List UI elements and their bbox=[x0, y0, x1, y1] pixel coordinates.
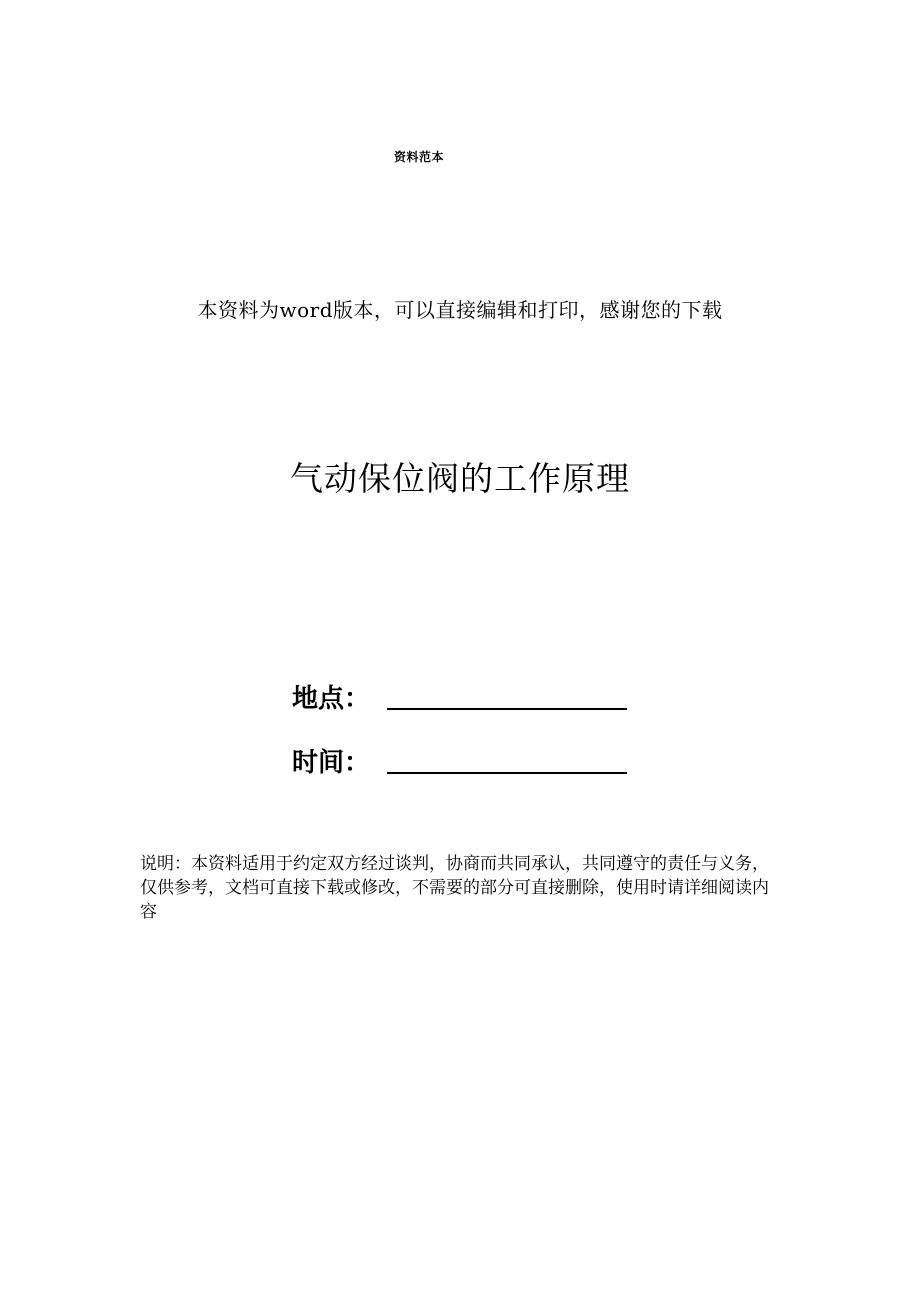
location-field bbox=[292, 674, 627, 714]
download-notice: 本资料为word版本，可以直接编辑和打印，感谢您的下载 bbox=[197, 298, 723, 322]
footnote-text: 说明：本资料适用于约定双方经过谈判，协商而共同承认，共同遵守的责任与义务，仅供参考，文档可直接下载或修改，不需要的部分可直接删除，使用时请详细阅读内容 bbox=[140, 854, 769, 922]
time-blank-line bbox=[387, 772, 627, 774]
location-label: 地点： bbox=[292, 684, 371, 714]
document-title: 气动保位阀的工作原理 bbox=[290, 459, 630, 498]
header-label: 资料范本 bbox=[393, 150, 444, 164]
time-label: 时间： bbox=[292, 748, 371, 778]
location-blank-line bbox=[387, 708, 627, 710]
time-field bbox=[292, 738, 627, 778]
